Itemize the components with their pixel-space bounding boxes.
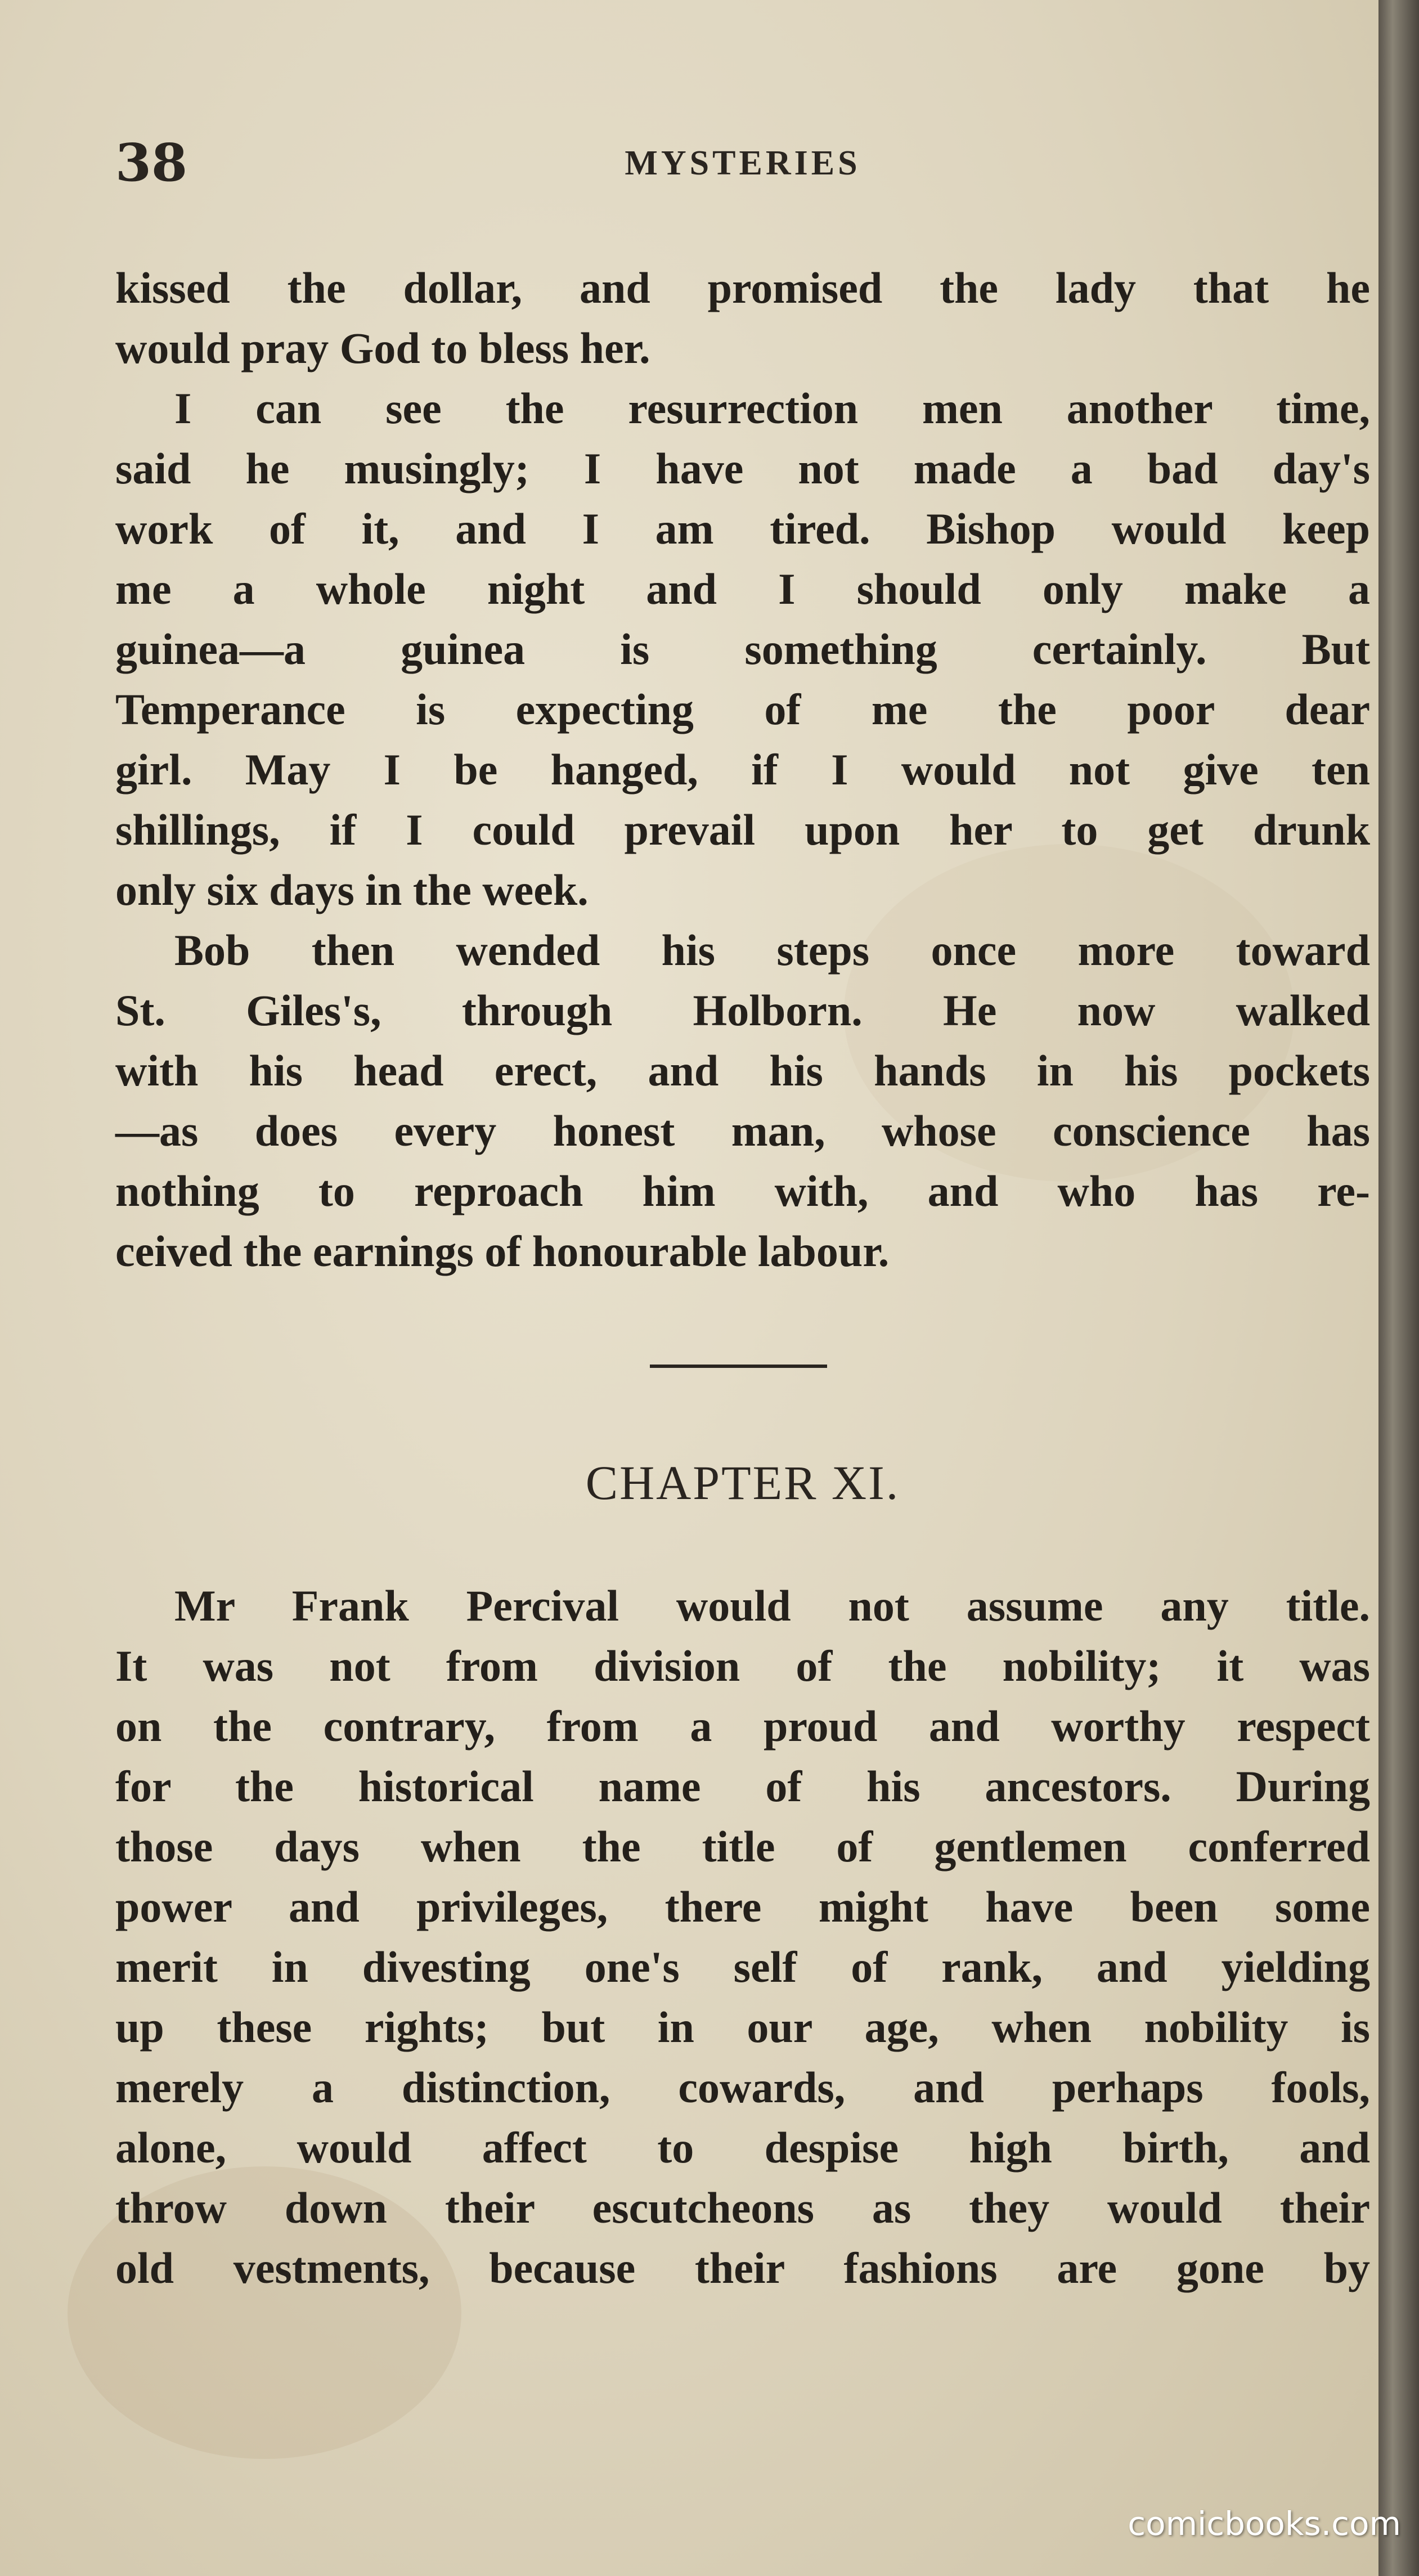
- text-line: me a whole night and I should only make a: [115, 564, 1370, 613]
- text-line: merit in divesting one's self of rank, and yielding: [115, 1942, 1370, 1991]
- text-line: work of it, and I am tired. Bishop would keep: [115, 504, 1370, 553]
- text-line: shillings, if I could prevail upon her to get drunk: [115, 805, 1370, 854]
- text-line: only six days in the week.: [115, 865, 589, 914]
- text-line: those days when the title of gentlemen conferred: [115, 1822, 1370, 1871]
- paragraph: [115, 920, 1370, 1281]
- text-line: ceived the earnings of honourable labour.: [115, 1227, 890, 1276]
- text-line: —as does every honest man, whose conscience has: [115, 1106, 1370, 1155]
- text-line: with his head erect, and his hands in his pockets: [115, 1046, 1370, 1095]
- text-line: Temperance is expecting of me the poor dear: [115, 685, 1370, 734]
- text-line: I can see the resurrection men another time,: [174, 384, 1370, 433]
- text-line: Mr Frank Percival would not assume any title.: [174, 1581, 1370, 1630]
- text-line: merely a distinction, cowards, and perhaps fools,: [115, 2063, 1370, 2112]
- watermark: comicbooks.com: [1128, 2505, 1401, 2543]
- text-line: would pray God to bless her.: [115, 324, 650, 373]
- section-divider: [650, 1365, 827, 1368]
- paragraph: [115, 1576, 1370, 2298]
- text-line: on the contrary, from a proud and worthy respect: [115, 1702, 1370, 1751]
- text-line: power and privileges, there might have been some: [115, 1882, 1370, 1931]
- text-line: up these rights; but in our age, when nobility is: [115, 2003, 1370, 2052]
- text-line: for the historical name of his ancestors. During: [115, 1762, 1370, 1811]
- text-line: girl. May I be hanged, if I would not give ten: [115, 745, 1370, 794]
- text-line: said he musingly; I have not made a bad day's: [115, 444, 1370, 493]
- text-line: guinea—a guinea is something certainly. But: [115, 625, 1370, 674]
- paragraph: [115, 378, 1370, 920]
- text-line: It was not from division of the nobility; it was: [115, 1641, 1370, 1690]
- text-line: throw down their escutcheons as they would their: [115, 2183, 1370, 2232]
- text-line: Bob then wended his steps once more toward: [174, 926, 1370, 975]
- running-head: MYSTERIES: [625, 144, 861, 182]
- chapter-heading: CHAPTER XI.: [585, 1456, 900, 1510]
- paragraph-continuation: [115, 258, 1370, 378]
- text-line: alone, would affect to despise high birth, and: [115, 2123, 1370, 2172]
- book-spine-edge: [1378, 0, 1419, 2576]
- page-header: [115, 132, 1370, 194]
- text-line: St. Giles's, through Holborn. He now walked: [115, 986, 1370, 1035]
- text-line: kissed the dollar, and promised the lady that he: [115, 263, 1370, 312]
- page-number: 38: [115, 132, 188, 193]
- text-line: nothing to reproach him with, and who has re-: [115, 1166, 1370, 1215]
- text-line: old vestments, because their fashions are gone by: [115, 2243, 1370, 2292]
